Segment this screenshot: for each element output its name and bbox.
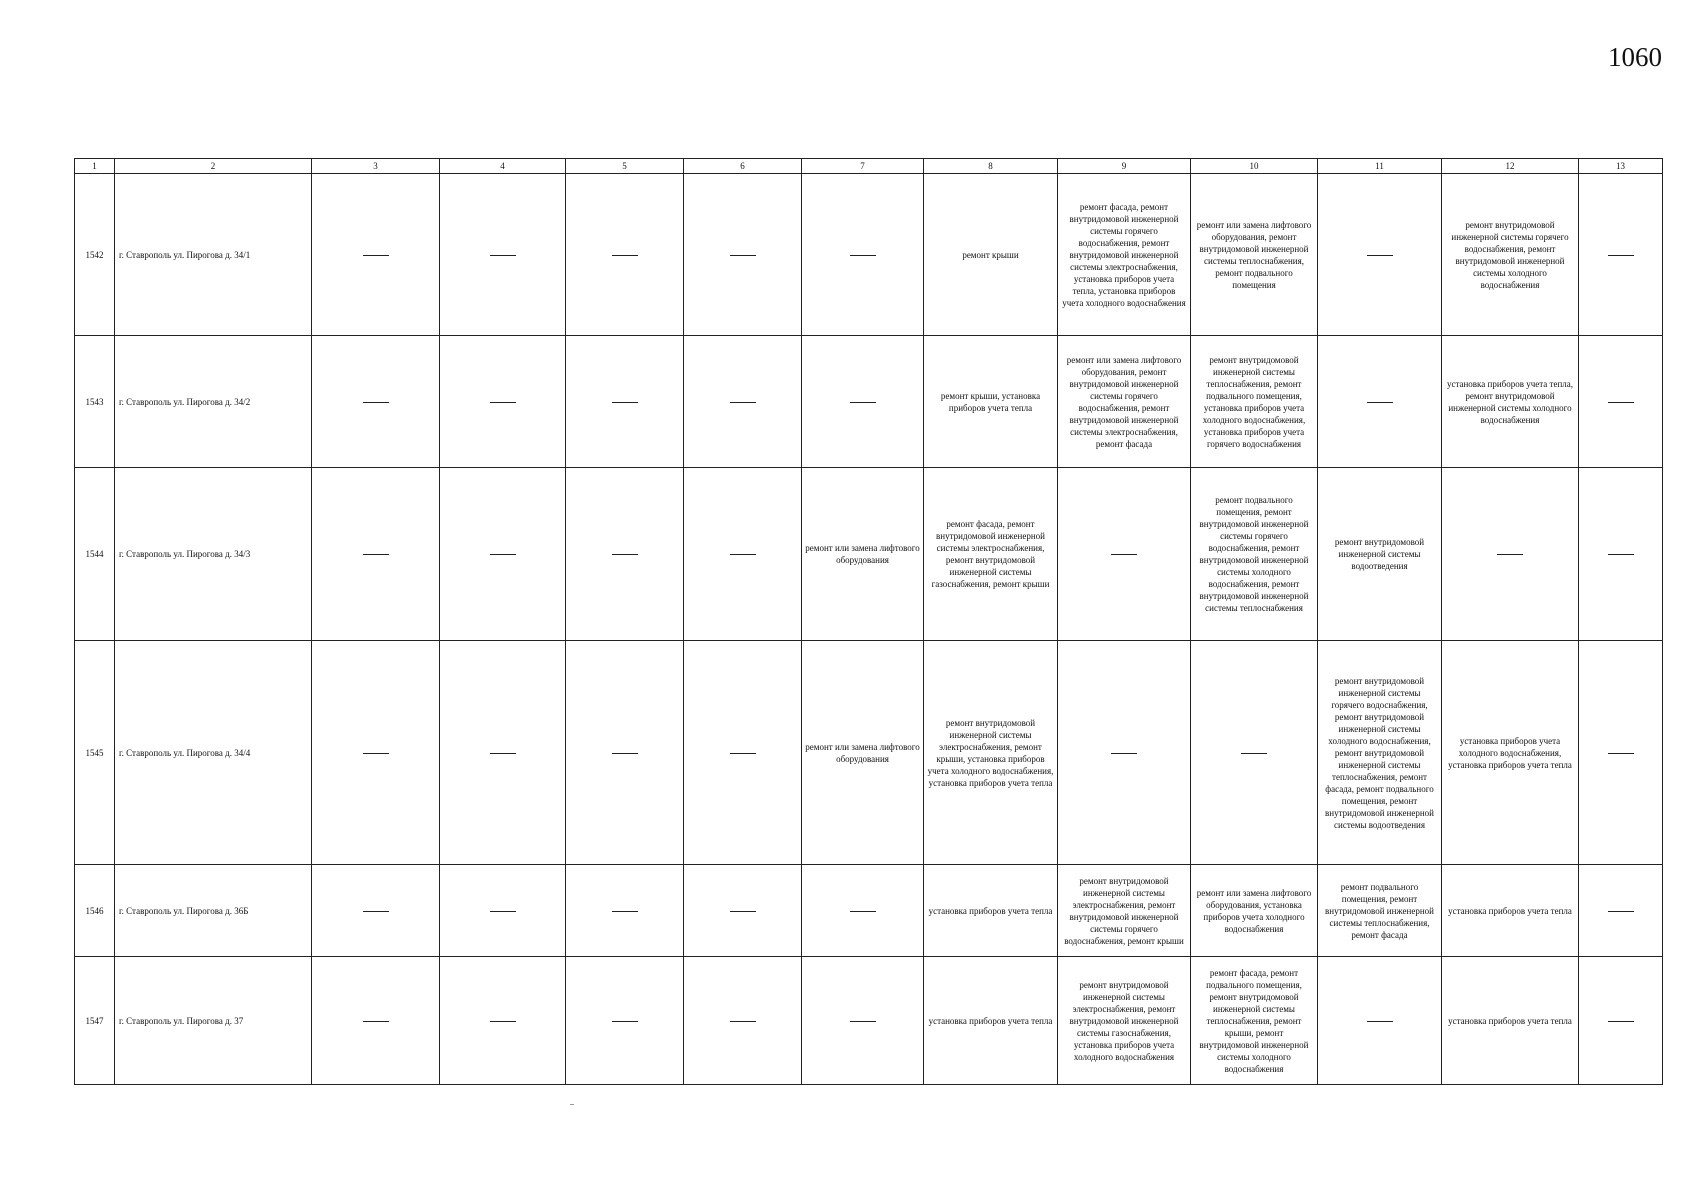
work-cell-c9: ремонт внутридомовой инженерной системы электроснабжения, ремонт внутридомовой инженерной системы газоснабжения, установка приборов учета холодного водоснабжения	[1058, 957, 1191, 1085]
dash-mark	[612, 402, 638, 403]
empty-cell-c9	[1058, 641, 1191, 865]
work-cell-c8: ремонт фасада, ремонт внутридомовой инженерной системы электроснабжения, ремонт внутридомовой инженерной системы газоснабжения, ремонт крыши	[924, 468, 1058, 641]
empty-cell-c11	[1318, 336, 1442, 468]
work-cell-c11: ремонт внутридомовой инженерной системы горячего водоснабжения, ремонт внутридомовой инженерной системы холодного водоснабжения, ремонт внутридомовой инженерной системы теплоснабжения, ремонт фасада, ремонт подвального помещения, ремонт внутридомовой инженерной системы водоотведения	[1318, 641, 1442, 865]
table-row	[75, 336, 1663, 468]
row-address: г. Ставрополь ул. Пирогова д. 36Б	[115, 865, 312, 957]
empty-cell-c3	[312, 468, 440, 641]
empty-cell-c13	[1579, 865, 1663, 957]
column-header-5: 5	[566, 159, 684, 174]
dash-mark	[730, 554, 756, 555]
row-address: г. Ставрополь ул. Пирогова д. 34/1	[115, 174, 312, 336]
empty-cell-c13	[1579, 957, 1663, 1085]
table-row	[75, 957, 1663, 1085]
empty-cell-c7	[802, 865, 924, 957]
column-header-4: 4	[440, 159, 566, 174]
work-cell-c10: ремонт фасада, ремонт подвального помещения, ремонт внутридомовой инженерной системы теплоснабжения, ремонт крыши, ремонт внутридомовой инженерной системы холодного водоснабжения	[1191, 957, 1318, 1085]
empty-cell-c13	[1579, 468, 1663, 641]
work-cell-c12: установка приборов учета тепла	[1442, 865, 1579, 957]
row-number: 1546	[75, 865, 115, 957]
empty-cell-c5	[566, 468, 684, 641]
dash-mark	[612, 753, 638, 754]
dash-mark	[612, 554, 638, 555]
empty-cell-c5	[566, 174, 684, 336]
empty-cell-c4	[440, 641, 566, 865]
work-cell-c8: установка приборов учета тепла	[924, 957, 1058, 1085]
empty-cell-c5	[566, 957, 684, 1085]
empty-cell-c3	[312, 865, 440, 957]
empty-cell-c4	[440, 336, 566, 468]
empty-cell-c11	[1318, 174, 1442, 336]
empty-cell-c9	[1058, 468, 1191, 641]
dash-mark	[730, 1021, 756, 1022]
empty-cell-c4	[440, 468, 566, 641]
column-header-11: 11	[1318, 159, 1442, 174]
column-header-12: 12	[1442, 159, 1579, 174]
empty-cell-c10	[1191, 641, 1318, 865]
header-row	[75, 159, 1663, 174]
empty-cell-c3	[312, 174, 440, 336]
empty-cell-c4	[440, 957, 566, 1085]
dash-mark	[1367, 255, 1393, 256]
work-cell-c9: ремонт фасада, ремонт внутридомовой инженерной системы горячего водоснабжения, ремонт внутридомовой инженерной системы электроснабжения, установка приборов учета тепла, установка приборов учета холодного водоснабжения	[1058, 174, 1191, 336]
work-cell-c8: установка приборов учета тепла	[924, 865, 1058, 957]
dash-mark	[612, 1021, 638, 1022]
dash-mark	[363, 911, 389, 912]
work-cell-c8: ремонт крыши	[924, 174, 1058, 336]
table-row	[75, 468, 1663, 641]
dash-mark	[1241, 753, 1267, 754]
empty-cell-c11	[1318, 957, 1442, 1085]
column-header-7: 7	[802, 159, 924, 174]
work-cell-c9: ремонт или замена лифтового оборудования, ремонт внутридомовой инженерной системы горячего водоснабжения, ремонт внутридомовой инженерной системы электроснабжения, ремонт фасада	[1058, 336, 1191, 468]
work-cell-c12: установка приборов учета тепла, ремонт внутридомовой инженерной системы холодного водоснабжения	[1442, 336, 1579, 468]
empty-cell-c4	[440, 865, 566, 957]
dash-mark	[1608, 911, 1634, 912]
column-header-10: 10	[1191, 159, 1318, 174]
work-cell-c8: ремонт крыши, установка приборов учета тепла	[924, 336, 1058, 468]
dash-mark	[850, 1021, 876, 1022]
column-header-13: 13	[1579, 159, 1663, 174]
table-row	[75, 641, 1663, 865]
column-header-6: 6	[684, 159, 802, 174]
dash-mark	[363, 255, 389, 256]
dash-mark	[363, 753, 389, 754]
table-row	[75, 865, 1663, 957]
dash-mark	[1608, 402, 1634, 403]
dash-mark	[363, 1021, 389, 1022]
work-cell-c12: ремонт внутридомовой инженерной системы горячего водоснабжения, ремонт внутридомовой инженерной системы холодного водоснабжения	[1442, 174, 1579, 336]
dash-mark	[363, 402, 389, 403]
empty-cell-c6	[684, 468, 802, 641]
row-number: 1547	[75, 957, 115, 1085]
empty-cell-c5	[566, 641, 684, 865]
empty-cell-c3	[312, 957, 440, 1085]
work-cell-c11: ремонт подвального помещения, ремонт внутридомовой инженерной системы теплоснабжения, ремонт фасада	[1318, 865, 1442, 957]
dash-mark	[612, 911, 638, 912]
dash-mark	[490, 255, 516, 256]
work-cell-c11: ремонт внутридомовой инженерной системы водоотведения	[1318, 468, 1442, 641]
column-header-1: 1	[75, 159, 115, 174]
row-address: г. Ставрополь ул. Пирогова д. 34/2	[115, 336, 312, 468]
empty-cell-c5	[566, 865, 684, 957]
empty-cell-c7	[802, 957, 924, 1085]
dash-mark	[490, 402, 516, 403]
dash-mark	[1608, 1021, 1634, 1022]
dash-mark	[490, 1021, 516, 1022]
dash-mark	[1608, 554, 1634, 555]
empty-cell-c6	[684, 174, 802, 336]
row-address: г. Ставрополь ул. Пирогова д. 34/3	[115, 468, 312, 641]
dash-mark	[1367, 402, 1393, 403]
row-number: 1544	[75, 468, 115, 641]
row-number: 1545	[75, 641, 115, 865]
dash-mark	[730, 753, 756, 754]
row-number: 1543	[75, 336, 115, 468]
empty-cell-c7	[802, 174, 924, 336]
empty-cell-c6	[684, 641, 802, 865]
row-address: г. Ставрополь ул. Пирогова д. 37	[115, 957, 312, 1085]
dash-mark	[490, 554, 516, 555]
work-cell-c9: ремонт внутридомовой инженерной системы электроснабжения, ремонт внутридомовой инженерной системы горячего водоснабжения, ремонт крыши	[1058, 865, 1191, 957]
column-header-3: 3	[312, 159, 440, 174]
row-number: 1542	[75, 174, 115, 336]
work-cell-c10: ремонт или замена лифтового оборудования, ремонт внутридомовой инженерной системы теплоснабжения, ремонт подвального помещения	[1191, 174, 1318, 336]
empty-cell-c6	[684, 957, 802, 1085]
work-cell-c7: ремонт или замена лифтового оборудования	[802, 641, 924, 865]
empty-cell-c6	[684, 336, 802, 468]
table-body	[75, 174, 1663, 1085]
column-header-8: 8	[924, 159, 1058, 174]
empty-cell-c13	[1579, 174, 1663, 336]
dash-mark	[730, 402, 756, 403]
scan-mark	[570, 1104, 574, 1105]
dash-mark	[490, 911, 516, 912]
work-cell-c10: ремонт внутридомовой инженерной системы теплоснабжения, ремонт подвального помещения, установка приборов учета холодного водоснабжения, установка приборов учета горячего водоснабжения	[1191, 336, 1318, 468]
empty-cell-c12	[1442, 468, 1579, 641]
empty-cell-c3	[312, 641, 440, 865]
dash-mark	[1608, 753, 1634, 754]
work-cell-c10: ремонт подвального помещения, ремонт внутридомовой инженерной системы горячего водоснабжения, ремонт внутридомовой инженерной системы холодного водоснабжения, ремонт внутридомовой инженерной системы теплоснабжения	[1191, 468, 1318, 641]
empty-cell-c4	[440, 174, 566, 336]
dash-mark	[1367, 1021, 1393, 1022]
dash-mark	[363, 554, 389, 555]
repair-schedule-table	[74, 158, 1663, 1085]
row-address: г. Ставрополь ул. Пирогова д. 34/4	[115, 641, 312, 865]
repair-schedule-table-wrap	[74, 158, 1662, 1085]
dash-mark	[490, 753, 516, 754]
empty-cell-c6	[684, 865, 802, 957]
page-number: 1060	[1608, 42, 1662, 72]
dash-mark	[1111, 554, 1137, 555]
dash-mark	[850, 255, 876, 256]
dash-mark	[612, 255, 638, 256]
empty-cell-c5	[566, 336, 684, 468]
dash-mark	[1608, 255, 1634, 256]
empty-cell-c13	[1579, 641, 1663, 865]
dash-mark	[850, 911, 876, 912]
work-cell-c10: ремонт или замена лифтового оборудования, установка приборов учета холодного водоснабжения	[1191, 865, 1318, 957]
dash-mark	[730, 911, 756, 912]
empty-cell-c7	[802, 336, 924, 468]
work-cell-c12: установка приборов учета тепла	[1442, 957, 1579, 1085]
work-cell-c8: ремонт внутридомовой инженерной системы электроснабжения, ремонт крыши, установка приборов учета холодного водоснабжения, установка приборов учета тепла	[924, 641, 1058, 865]
work-cell-c7: ремонт или замена лифтового оборудования	[802, 468, 924, 641]
dash-mark	[1111, 753, 1137, 754]
empty-cell-c13	[1579, 336, 1663, 468]
work-cell-c12: установка приборов учета холодного водоснабжения, установка приборов учета тепла	[1442, 641, 1579, 865]
column-header-2: 2	[115, 159, 312, 174]
column-header-9: 9	[1058, 159, 1191, 174]
dash-mark	[730, 255, 756, 256]
table-row	[75, 174, 1663, 336]
dash-mark	[1497, 554, 1523, 555]
dash-mark	[850, 402, 876, 403]
empty-cell-c3	[312, 336, 440, 468]
